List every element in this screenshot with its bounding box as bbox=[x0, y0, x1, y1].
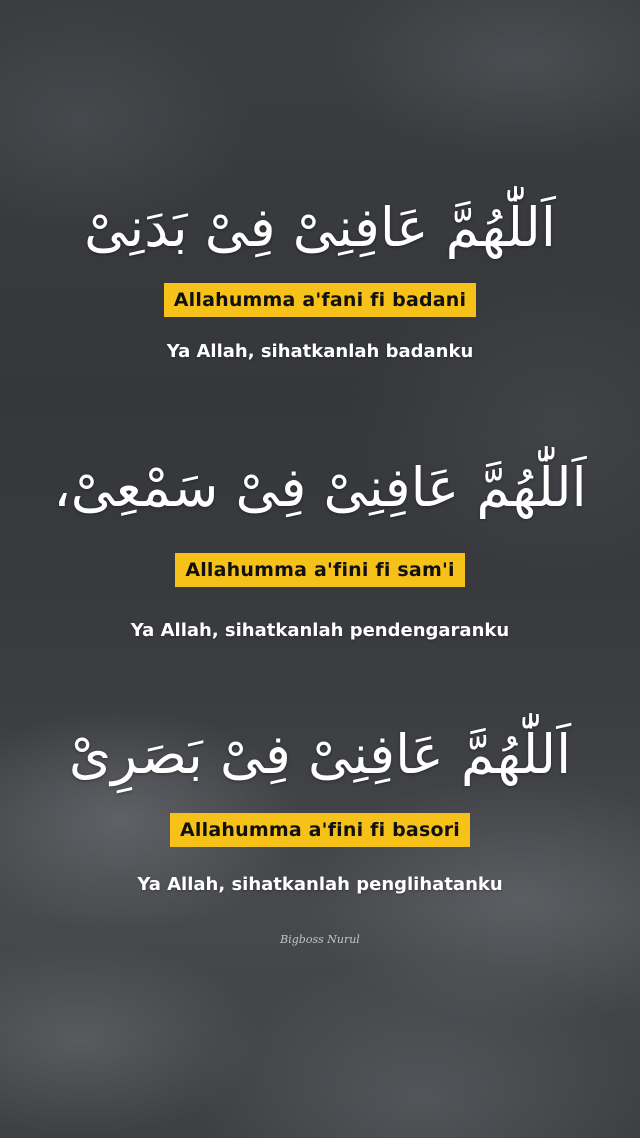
dua-3-transliteration-wrap bbox=[0, 813, 640, 847]
dua-3-transliteration: Allahumma a'fini fi basori bbox=[170, 813, 470, 847]
dua-1-transliteration-wrap bbox=[0, 283, 640, 317]
dua-2-transliteration-wrap bbox=[0, 553, 640, 587]
dua-2-arabic: اَللّٰهُمَّ عَافِنِىْ فِىْ سَمْعِىْ، bbox=[53, 456, 587, 519]
signature: Bigboss Nurul bbox=[280, 933, 360, 946]
dua-2-translation: Ya Allah, sihatkanlah pendengaranku bbox=[130, 620, 510, 641]
dua-1-translation: Ya Allah, sihatkanlah badanku bbox=[166, 341, 474, 362]
dua-3-translation: Ya Allah, sihatkanlah penglihatanku bbox=[137, 874, 503, 895]
dua-1-arabic: اَللّٰهُمَّ عَافِنِىْ فِىْ بَدَنِىْ bbox=[84, 196, 556, 259]
dua-2-transliteration: Allahumma a'fini fi sam'i bbox=[175, 553, 464, 587]
dua-1-transliteration: Allahumma a'fani fi badani bbox=[164, 283, 477, 317]
dua-3-arabic: اَللّٰهُمَّ عَافِنِىْ فِىْ بَصَرِىْ bbox=[68, 723, 572, 786]
